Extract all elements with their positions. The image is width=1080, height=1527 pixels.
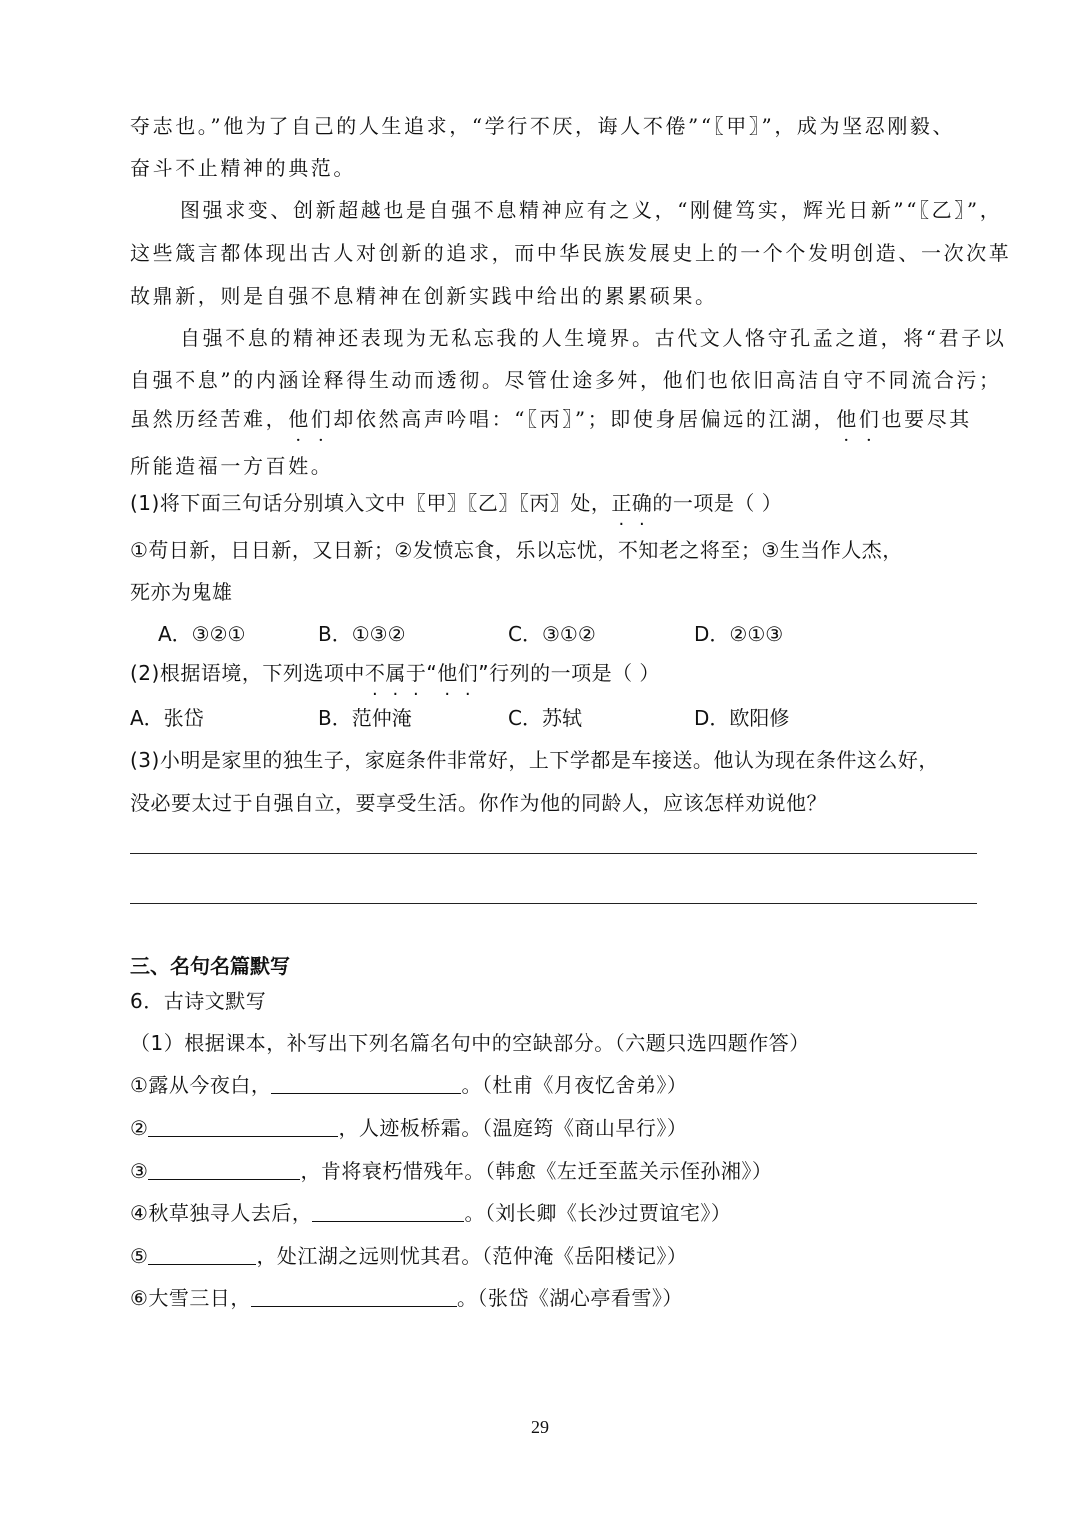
option-b[interactable]: B．范仲淹 [318, 706, 412, 730]
passage-text: 却依然高声吟唱：“〖丙〗”；即使身居偏远的江湖， [333, 407, 837, 431]
item-text: ⑥大雪三日， [130, 1286, 251, 1310]
answer-line[interactable] [130, 853, 977, 854]
passage-line [130, 405, 972, 433]
item-text: ④秋草独寻人去后， [130, 1201, 313, 1225]
dotted-char: 确 [631, 491, 653, 515]
dotted-char: 于 [405, 661, 427, 685]
item-text: ② [130, 1116, 149, 1140]
blank-field[interactable] [271, 1073, 461, 1094]
question-text: ”行列的一项是（ ） [478, 661, 660, 685]
emphasized-word [611, 491, 652, 515]
passage-line: 这些箴言都体现出古人对创新的追求，而中华民族发展史上的一个个发明创造、一次次革 [130, 241, 1012, 265]
fill-blank-item [130, 1242, 687, 1270]
option-c[interactable]: C．③①② [508, 622, 596, 646]
question-text: “ [426, 661, 438, 685]
question-text: (1)将下面三句话分别填入文中〖甲〗〖乙〗〖丙〗处， [130, 491, 612, 515]
question-1-sentences: ①苟日新，日日新，又日新；②发愤忘食，乐以忘忧，不知老之将至；③生当作人杰， [130, 538, 903, 562]
option-c[interactable]: C．苏轼 [508, 706, 582, 730]
dotted-char: 属 [385, 661, 406, 685]
item-text: ，处江湖之远则忧其君。（范仲淹《岳阳楼记》） [256, 1244, 688, 1268]
option-d[interactable]: D．欧阳修 [694, 706, 790, 730]
item-text: 。（刘长卿《长沙过贾谊宅》） [464, 1201, 732, 1225]
fill-blank-item [130, 1157, 772, 1185]
passage-line: 图强求变、创新超越也是自强不息精神应有之义，“刚健笃实，辉光日新”“〖乙〗”， [180, 198, 1003, 222]
emphasized-word [288, 407, 333, 431]
item-text: ⑤ [130, 1244, 149, 1268]
passage-line: 所能造福一方百姓。 [130, 454, 334, 478]
item-text: ，肯将衰朽惜残年。（韩愈《左迁至蓝关示侄孙湘》） [300, 1159, 773, 1183]
emphasized-word [836, 407, 881, 431]
question-text: (2)根据语境，下列选项中 [130, 661, 365, 685]
dotted-char: 他 [836, 407, 859, 431]
fill-blank-item [130, 1199, 731, 1227]
question-2-stem [130, 659, 660, 687]
page-number: 29 [531, 1417, 549, 1437]
dotted-char: 他 [288, 407, 311, 431]
fill-blank-item [130, 1071, 687, 1099]
emphasized-word [437, 661, 478, 685]
emphasized-word [365, 661, 427, 685]
question-6-instruction: （1）根据课本，补写出下列名篇名句中的空缺部分。（六题只选四题作答） [130, 1031, 810, 1055]
option-a[interactable]: A．张岱 [130, 706, 204, 730]
option-d[interactable]: D．②①③ [694, 622, 784, 646]
blank-field[interactable] [148, 1244, 256, 1265]
item-text: ③ [130, 1159, 149, 1183]
blank-field[interactable] [251, 1286, 457, 1307]
item-text: ①露从今夜白， [130, 1073, 272, 1097]
passage-line: 自强不息的精神还表现为无私忘我的人生境界。古代文人恪守孔孟之道，将“君子以 [180, 326, 1007, 350]
dotted-char: 不 [364, 661, 386, 685]
blank-field[interactable] [148, 1116, 338, 1137]
question-1-sentences: 死亦为鬼雄 [130, 580, 233, 604]
blank-field[interactable] [312, 1201, 464, 1222]
passage-line: 夺志也。”他为了自己的人生追求，“学行不厌，诲人不倦”“〖甲〗”，成为坚忍刚毅、 [130, 114, 956, 138]
passage-text: 虽然历经苦难， [130, 407, 289, 431]
option-a[interactable]: A．③②① [158, 622, 246, 646]
option-b[interactable]: B．①③② [318, 622, 406, 646]
dotted-char: 们 [457, 661, 479, 685]
answer-line[interactable] [130, 903, 977, 904]
passage-line: 故鼎新，则是自强不息精神在创新实践中给出的累累硕果。 [130, 284, 718, 308]
blank-field[interactable] [148, 1159, 300, 1180]
item-text: 。（张岱《湖心亭看雪》） [456, 1286, 683, 1310]
question-3-text: (3)小明是家里的独生子，家庭条件非常好，上下学都是车接送。他认为现在条件这么好， [130, 748, 939, 772]
passage-text: 也要尽其 [881, 407, 972, 431]
item-text: ，人迹板桥霜。（温庭筠《商山早行》） [338, 1116, 688, 1140]
question-6-title: 6．古诗文默写 [130, 989, 267, 1013]
question-text: 的一项是（ ） [652, 491, 783, 515]
question-3-text: 没必要太过于自强自立，要享受生活。你作为他的同龄人，应该怎样劝说他？ [130, 791, 827, 815]
fill-blank-item [130, 1114, 687, 1142]
section-heading: 三、名句名篇默写 [130, 954, 290, 978]
dotted-char: 他 [437, 661, 458, 685]
fill-blank-item [130, 1284, 683, 1312]
dotted-char: 正 [611, 491, 632, 515]
question-1-stem [130, 489, 782, 517]
passage-line: 自强不息”的内涵诠释得生动而透彻。尽管仕途多舛，他们也依旧高洁自守不同流合污； [130, 368, 1002, 392]
passage-line: 奋斗不止精神的典范。 [130, 156, 356, 180]
item-text: 。（杜甫《月夜忆舍弟》） [461, 1073, 688, 1097]
dotted-char: 们 [310, 407, 334, 431]
dotted-char: 们 [858, 407, 882, 431]
